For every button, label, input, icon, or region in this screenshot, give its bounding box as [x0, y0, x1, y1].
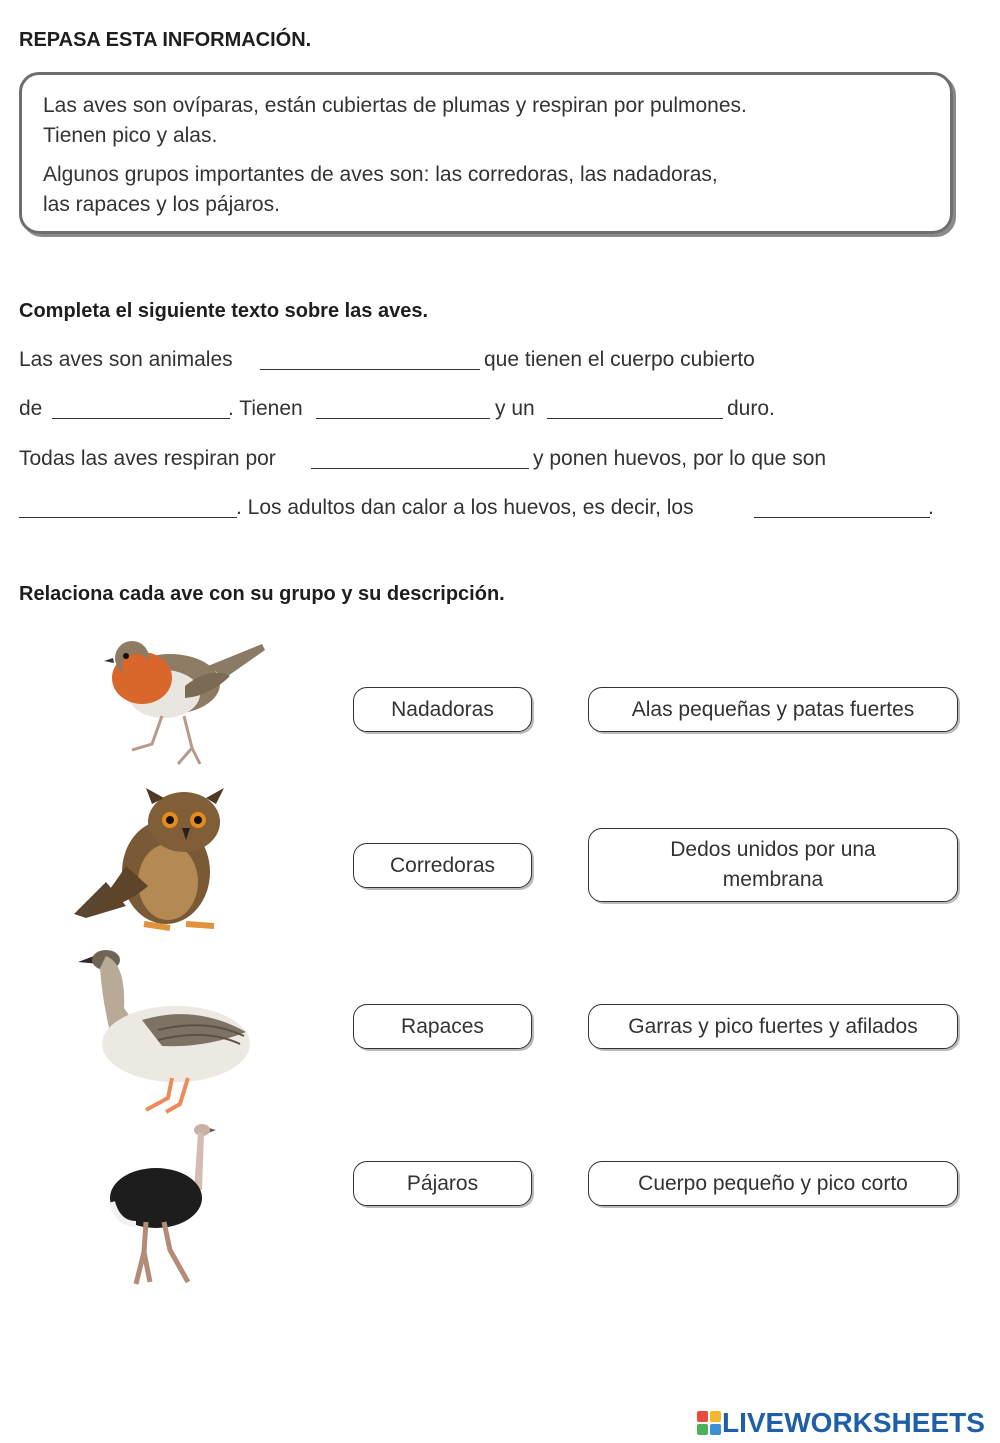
text-segment: y un [495, 397, 535, 420]
group-option-rapaces[interactable]: Rapaces [353, 1004, 532, 1049]
liveworksheets-logo-icon [696, 1410, 722, 1436]
text-segment: Las aves son animales [19, 348, 233, 371]
info-line-4: las rapaces y los pájaros. [43, 193, 280, 216]
description-option-2[interactable]: Dedos unidos por una membrana [588, 828, 958, 902]
text-segment: . Los adultos dan calor a los huevos, es decir, los [236, 496, 694, 519]
group-option-pajaros[interactable]: Pájaros [353, 1161, 532, 1206]
robin-icon [100, 636, 270, 772]
match-heading: Relaciona cada ave con su grupo y su descripción. [19, 583, 505, 605]
liveworksheets-logo [696, 1406, 985, 1440]
blank-input-5[interactable] [311, 446, 529, 469]
owl-icon [66, 786, 236, 934]
review-heading: REPASA ESTA INFORMACIÓN. [19, 29, 312, 51]
description-option-3[interactable]: Garras y pico fuertes y afilados [588, 1004, 958, 1049]
text-segment: duro. [727, 397, 775, 420]
text-segment: Todas las aves respiran por [19, 447, 276, 470]
blank-input-6[interactable] [19, 495, 237, 518]
info-line-3: Algunos grupos importantes de aves son: las corredoras, las nadadoras, [43, 163, 718, 186]
description-option-1[interactable]: Alas pequeñas y patas fuertes [588, 687, 958, 732]
group-option-nadadoras[interactable]: Nadadoras [353, 687, 532, 732]
complete-heading: Completa el siguiente texto sobre las aves. [19, 300, 429, 322]
info-line-1: Las aves son ovíparas, están cubiertas de plumas y respiran por pulmones. [43, 94, 747, 117]
ostrich-icon [106, 1120, 226, 1290]
text-segment: que tienen el cuerpo cubierto [484, 348, 755, 371]
info-line-2: Tienen pico y alas. [43, 124, 218, 147]
text-segment: de [19, 397, 43, 420]
blank-input-7[interactable] [754, 495, 930, 518]
description-option-4[interactable]: Cuerpo pequeño y pico corto [588, 1161, 958, 1206]
text-segment: y ponen huevos, por lo que son [533, 447, 827, 470]
blank-input-2[interactable] [52, 396, 230, 419]
blank-input-3[interactable] [316, 396, 490, 419]
goose-icon [76, 948, 256, 1116]
blank-input-1[interactable] [260, 347, 480, 370]
blank-input-4[interactable] [547, 396, 723, 419]
text-segment: . [928, 496, 934, 519]
text-segment: . Tienen [228, 397, 303, 420]
group-option-corredoras[interactable]: Corredoras [353, 843, 532, 888]
liveworksheets-logo-text: LIVEWORKSHEETS [722, 1407, 985, 1438]
